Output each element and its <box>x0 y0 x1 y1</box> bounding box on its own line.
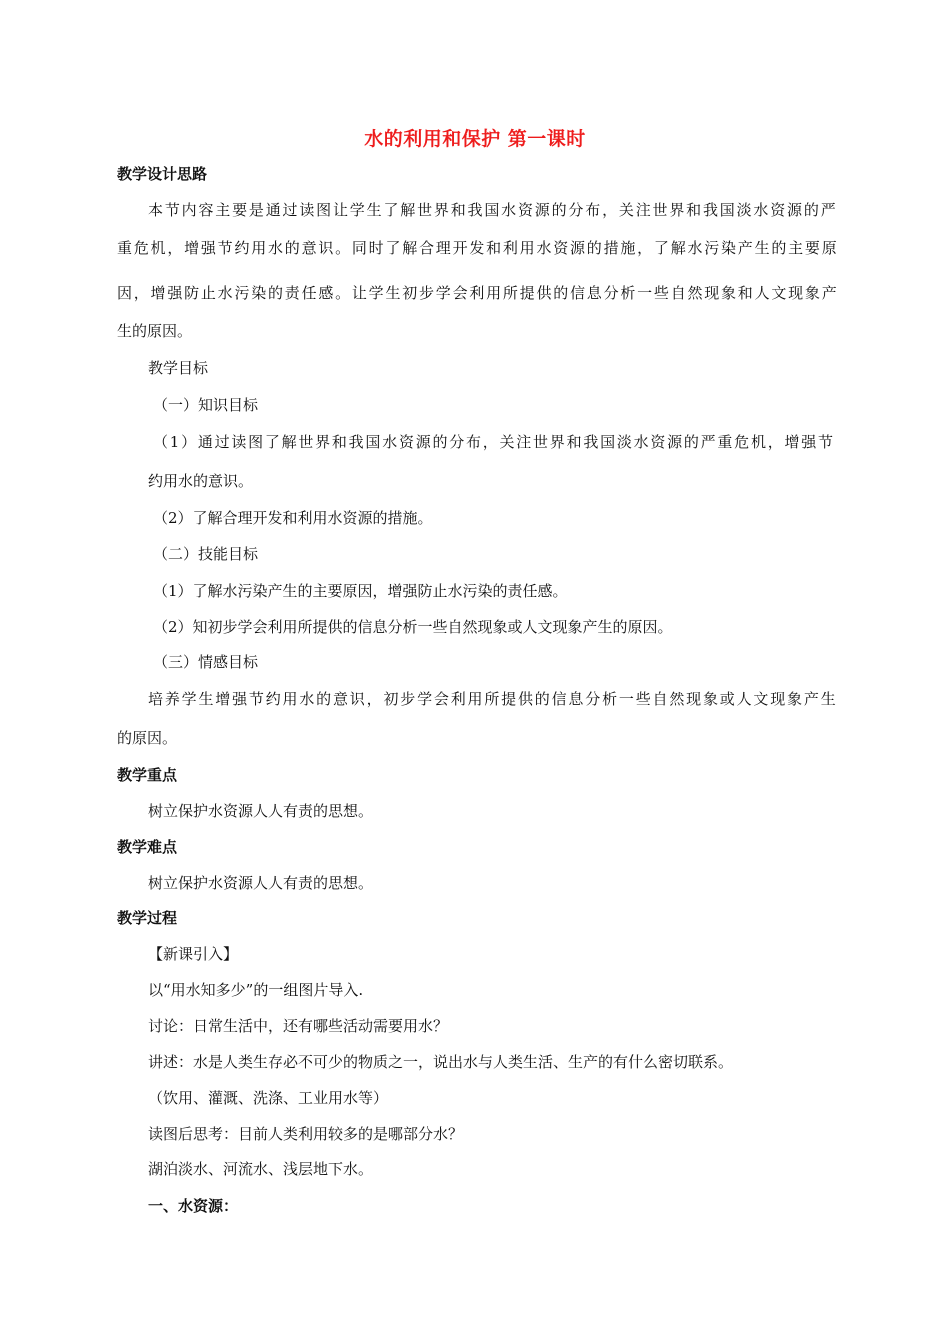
emotion-goal-text-line-1: 培养学生增强节约用水的意识，初步学会利用所提供的信息分析一些自然现象或人文现象产生 <box>148 690 836 708</box>
knowledge-goal-label: （一）知识目标 <box>153 396 259 414</box>
design-paragraph-line-2: 重危机，增强节约用水的意识。同时了解合理开发和利用水资源的措施，了解水污染产生的主要原 <box>117 239 837 257</box>
difficulties-text: 树立保护水资源人人有责的思想。 <box>148 874 374 892</box>
emotion-goal-label: （三）情感目标 <box>153 653 259 671</box>
intro-line-1: 以“用水知多少”的一组图片导入. <box>148 981 364 999</box>
intro-line-4: （饮用、灌溉、洗涤、工业用水等） <box>148 1089 389 1107</box>
skill-goal-label: （二）技能目标 <box>153 545 259 563</box>
design-paragraph-line-3: 因，增强防止水污染的责任感。让学生初步学会利用所提供的信息分析一些自然现象和人文现象产 <box>117 284 837 302</box>
emotion-goal-text-line-2: 的原因。 <box>117 729 178 747</box>
goals-label: 教学目标 <box>148 359 209 377</box>
heading-design-ideas: 教学设计思路 <box>117 165 208 183</box>
document-title: 水的利用和保护 第一课时 <box>364 128 586 150</box>
knowledge-goal-item-1-line-2: 约用水的意识。 <box>148 472 254 490</box>
intro-line-6: 湖泊淡水、河流水、浅层地下水。 <box>148 1160 374 1178</box>
key-points-text: 树立保护水资源人人有责的思想。 <box>148 802 374 820</box>
skill-goal-item-2: （2）知初步学会利用所提供的信息分析一些自然现象或人文现象产生的原因。 <box>153 618 673 636</box>
intro-line-5: 读图后思考：目前人类利用较多的是哪部分水？ <box>148 1125 464 1143</box>
design-paragraph-line-4: 生的原因。 <box>117 322 193 340</box>
new-lesson-intro-label: 【新课引入】 <box>148 945 239 963</box>
knowledge-goal-item-2: （2）了解合理开发和利用水资源的措施。 <box>153 509 433 527</box>
intro-line-2: 讨论：日常生活中，还有哪些活动需要用水？ <box>148 1017 449 1035</box>
heading-process: 教学过程 <box>117 909 178 927</box>
design-paragraph-line-1: 本节内容主要是通过读图让学生了解世界和我国水资源的分布，关注世界和我国淡水资源的严 <box>148 201 836 219</box>
section-1-heading: 一、水资源： <box>148 1197 239 1215</box>
intro-line-3: 讲述：水是人类生存必不可少的物质之一，说出水与人类生活、生产的有什么密切联系。 <box>148 1053 734 1071</box>
skill-goal-item-1: （1）了解水污染产生的主要原因，增强防止水污染的责任感。 <box>153 582 568 600</box>
heading-difficulties: 教学难点 <box>117 838 178 856</box>
knowledge-goal-item-1-line-1: （1）通过读图了解世界和我国水资源的分布，关注世界和我国淡水资源的严重危机，增强节 <box>153 433 833 451</box>
heading-key-points: 教学重点 <box>117 766 178 784</box>
